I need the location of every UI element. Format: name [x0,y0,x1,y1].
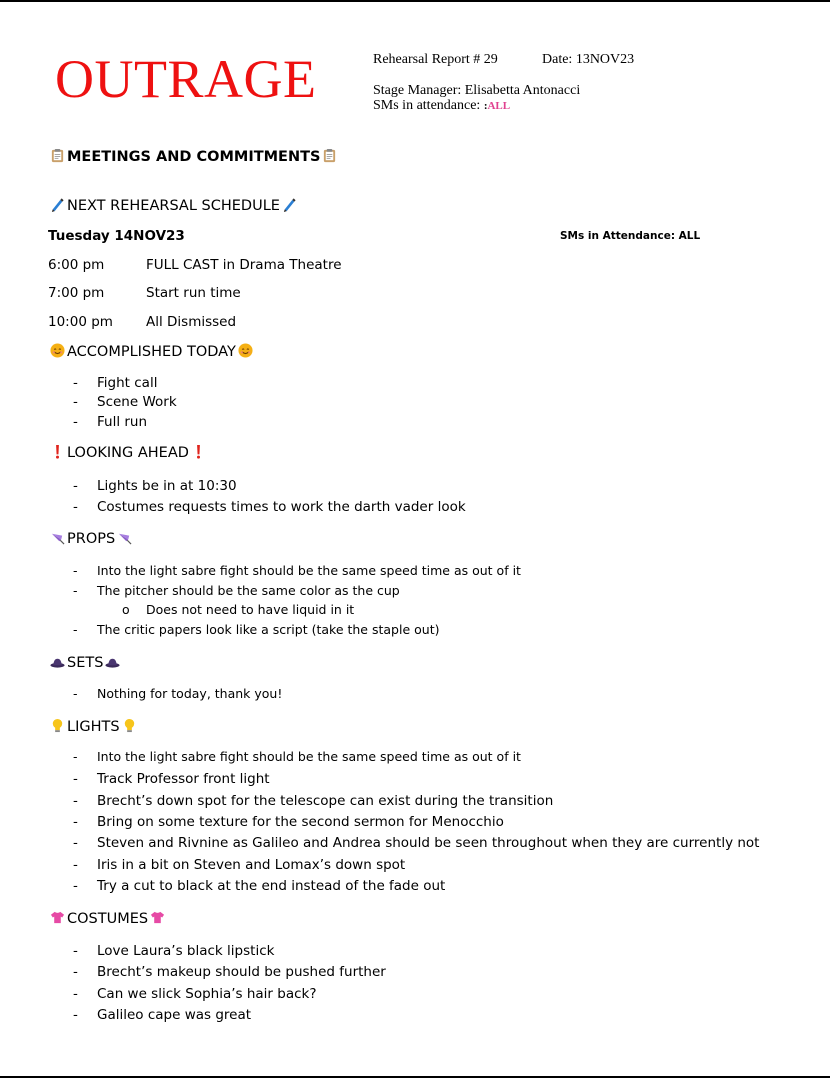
list-item: Can we slick Sophia’s hair back? [97,986,317,1002]
bottom-border [0,1076,830,1078]
show-title: OUTRAGE [55,49,317,109]
clipboard-icon [50,148,65,163]
exclamation-icon [191,444,206,459]
lightbulb-icon [50,718,65,733]
schedule-event: All Dismissed [146,314,237,330]
list-bullet: - [73,394,78,410]
list-item: The pitcher should be the same color as the cup [97,583,400,598]
list-bullet: - [73,414,78,430]
hat-icon [105,654,120,669]
pen-icon [282,197,297,212]
report-date: Date: 13NOV23 [542,52,635,67]
hat-icon [50,654,65,669]
exclamation-icon [50,444,65,459]
list-item: Into the light sabre fight should be the same speed time as out of it [97,563,521,578]
meetings-title: MEETINGS AND COMMITMENTS [67,149,321,165]
list-item: Bring on some texture for the second sermon for Menocchio [97,814,504,830]
meetings-heading [48,147,339,167]
list-bullet: - [73,622,78,637]
list-item: Brecht’s down spot for the telescope can exist during the transition [97,793,554,809]
list-item: Galileo cape was great [97,1007,252,1023]
list-bullet: - [73,771,78,787]
schedule-event: FULL CAST in Drama Theatre [146,257,342,273]
list-bullet: - [73,835,78,851]
looking-ahead-heading [48,443,208,463]
sets-heading [48,653,122,673]
list-item: Brecht’s makeup should be pushed further [97,964,386,980]
umbrella-icon [117,530,132,545]
costumes-heading [48,909,167,929]
accomplished-title: ACCOMPLISHED TODAY [67,344,236,360]
list-bullet: - [73,943,78,959]
lightbulb-icon [122,718,137,733]
lights-heading [48,717,139,737]
schedule-heading [48,196,299,216]
list-item: Lights be in at 10:30 [97,478,237,494]
list-item: The critic papers look like a script (take the staple out) [97,622,440,637]
shirt-icon [150,910,165,925]
list-bullet: - [73,583,78,598]
list-item: Costumes requests times to work the darth vader look [97,499,466,515]
schedule-time: 10:00 pm [48,314,113,330]
list-bullet: - [73,986,78,1002]
list-item: Into the light sabre fight should be the same speed time as out of it [97,749,521,764]
list-item: Nothing for today, thank you! [97,686,283,701]
smiley-icon [50,343,65,358]
list-item: Scene Work [97,394,177,410]
list-bullet: - [73,793,78,809]
sms-value: ALL [487,100,511,112]
list-item: Try a cut to black at the end instead of the fade out [97,878,446,894]
sub-list-bullet: o [122,602,130,617]
accomplished-heading [48,342,255,362]
list-item: Track Professor front light [97,771,270,787]
list-bullet: - [73,814,78,830]
list-bullet: - [73,749,78,764]
list-bullet: - [73,686,78,701]
schedule-day: Tuesday 14NOV23 [48,228,185,244]
sets-title: SETS [67,655,104,671]
schedule-time: 6:00 pm [48,257,105,273]
costumes-title: COSTUMES [67,911,149,927]
top-border [0,0,830,2]
list-bullet: - [73,857,78,873]
sms-colon: : [483,100,488,112]
lights-title: LIGHTS [67,719,120,735]
schedule-event: Start run time [146,285,241,301]
list-bullet: - [73,563,78,578]
list-bullet: - [73,964,78,980]
clipboard-icon [322,148,337,163]
list-bullet: - [73,1007,78,1023]
list-item: Steven and Rivnine as Galileo and Andrea should be seen throughout when they are currently not [97,835,760,851]
sms-in-attendance [373,98,510,114]
list-item: Fight call [97,375,158,391]
shirt-icon [50,910,65,925]
sub-list-item: Does not need to have liquid in it [146,602,355,617]
report-number: Rehearsal Report # 29 [373,52,498,67]
props-title: PROPS [67,531,116,547]
sms-label: SMs in attendance: [373,98,481,113]
schedule-sms-attendance: SMs in Attendance: ALL [560,230,701,242]
looking-ahead-title: LOOKING AHEAD [67,445,189,461]
list-item: Iris in a bit on Steven and Lomax’s down spot [97,857,406,873]
smiley-icon [238,343,253,358]
stage-manager: Stage Manager: Elisabetta Antonacci [373,83,581,98]
pen-icon [50,197,65,212]
list-bullet: - [73,499,78,515]
list-bullet: - [73,375,78,391]
schedule-title: NEXT REHEARSAL SCHEDULE [67,198,280,214]
list-bullet: - [73,878,78,894]
umbrella-icon [50,530,65,545]
props-heading [48,529,134,549]
list-item: Full run [97,414,148,430]
schedule-time: 7:00 pm [48,285,105,301]
list-item: Love Laura’s black lipstick [97,943,275,959]
list-bullet: - [73,478,78,494]
